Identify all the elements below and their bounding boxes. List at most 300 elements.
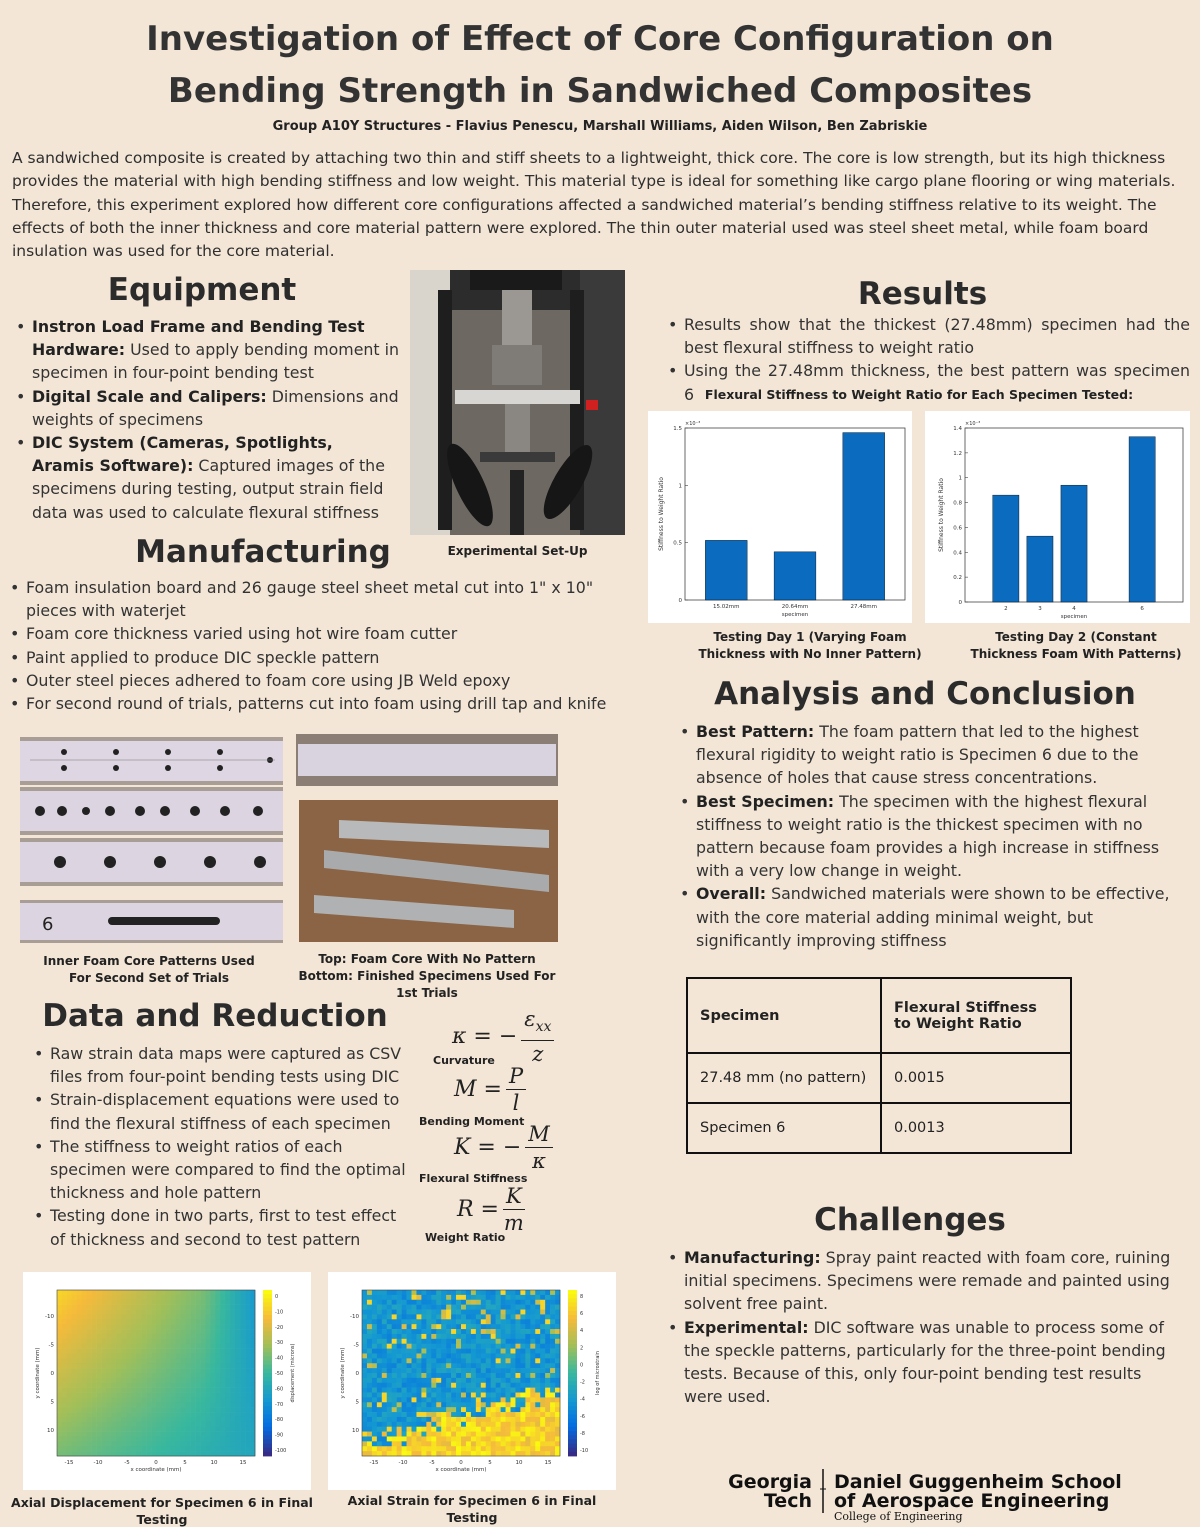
- heatmap-cell: [136, 1290, 141, 1295]
- heatmap-cell: [230, 1397, 235, 1402]
- heatmap-cell: [446, 1432, 451, 1437]
- heatmap-cell: [102, 1402, 107, 1407]
- colorbar-segment: [263, 1406, 272, 1411]
- y-tick-label: 1: [678, 483, 682, 490]
- heatmap-cell: [92, 1427, 97, 1432]
- heatmap-cell: [421, 1339, 426, 1344]
- heatmap-cell: [245, 1427, 250, 1432]
- heatmap-cell: [412, 1373, 417, 1378]
- heatmap-cell: [382, 1417, 387, 1422]
- heatmap-cell: [111, 1422, 116, 1427]
- heatmap-cell: [121, 1446, 126, 1451]
- heatmap-cell: [156, 1324, 161, 1329]
- heatmap-cell: [146, 1407, 151, 1412]
- heatmap-cell: [466, 1363, 471, 1368]
- heatmap-cell: [392, 1393, 397, 1398]
- heatmap-cell: [62, 1344, 67, 1349]
- heatmap-cell: [240, 1305, 245, 1310]
- heatmap-cell: [530, 1329, 535, 1334]
- heatmap-cell: [87, 1378, 92, 1383]
- colorbar-segment: [263, 1352, 272, 1357]
- heatmap-cell: [191, 1441, 196, 1446]
- heatmap-cell: [230, 1393, 235, 1398]
- heatmap-cell: [72, 1339, 77, 1344]
- heatmap-cell: [156, 1393, 161, 1398]
- y-tick-label: -5: [48, 1342, 54, 1349]
- heatmap-cell: [392, 1290, 397, 1295]
- heatmap-cell: [191, 1295, 196, 1300]
- heatmap-cell: [220, 1393, 225, 1398]
- heatmap-cell: [446, 1305, 451, 1310]
- heatmap-cell: [535, 1310, 540, 1315]
- heatmap-cell: [141, 1373, 146, 1378]
- heatmap-cell: [540, 1388, 545, 1393]
- heatmap-cell: [446, 1427, 451, 1432]
- results-heading: Results: [857, 276, 988, 312]
- heatmap-cell: [57, 1422, 62, 1427]
- heatmap-cell: [67, 1412, 72, 1417]
- heatmap-cell: [186, 1441, 191, 1446]
- heatmap-cell: [196, 1324, 201, 1329]
- heatmap-cell: [461, 1368, 466, 1373]
- heatmap-cell: [501, 1310, 506, 1315]
- heatmap-cell: [511, 1388, 516, 1393]
- heatmap-cell: [171, 1393, 176, 1398]
- heatmap-cell: [540, 1300, 545, 1305]
- y-tick-label: 1: [958, 475, 962, 482]
- heatmap-cell: [171, 1310, 176, 1315]
- heatmap-cell: [230, 1329, 235, 1334]
- heatmap-cell: [196, 1368, 201, 1373]
- heatmap-cell: [215, 1305, 220, 1310]
- heatmap-cell: [426, 1324, 431, 1329]
- heatmap-cell: [486, 1329, 491, 1334]
- heatmap-cell: [486, 1344, 491, 1349]
- heatmap-cell: [372, 1358, 377, 1363]
- heatmap-cell: [501, 1329, 506, 1334]
- heatmap-cell: [121, 1417, 126, 1422]
- heatmap-cell: [555, 1353, 560, 1358]
- heatmap-cell: [392, 1339, 397, 1344]
- heatmap-cell: [466, 1397, 471, 1402]
- heatmap-cell: [121, 1436, 126, 1441]
- heatmap-cell: [146, 1436, 151, 1441]
- heatmap-cell: [520, 1441, 525, 1446]
- heatmap-cell: [506, 1412, 511, 1417]
- heatmap-cell: [446, 1339, 451, 1344]
- heatmap-cell: [451, 1422, 456, 1427]
- heatmap-cell: [146, 1334, 151, 1339]
- heatmap-cell: [511, 1383, 516, 1388]
- heatmap-cell: [111, 1349, 116, 1354]
- heatmap-cell: [116, 1334, 121, 1339]
- colorbar-tick-label: 4: [580, 1328, 584, 1335]
- heatmap-cell: [466, 1446, 471, 1451]
- heatmap-cell: [171, 1383, 176, 1388]
- heatmap-cell: [382, 1402, 387, 1407]
- heatmap-cell: [181, 1368, 186, 1373]
- heatmap-cell: [107, 1417, 112, 1422]
- heatmap-cell: [491, 1334, 496, 1339]
- heatmap-cell: [191, 1436, 196, 1441]
- heatmap-cell: [501, 1334, 506, 1339]
- heatmap-cell: [141, 1432, 146, 1437]
- heatmap-cell: [107, 1353, 112, 1358]
- heatmap-cell: [191, 1422, 196, 1427]
- heatmap-cell: [225, 1388, 230, 1393]
- heatmap-cell: [486, 1300, 491, 1305]
- heatmap-cell: [92, 1436, 97, 1441]
- heatmap-cell: [451, 1446, 456, 1451]
- colorbar-tick-label: 0: [580, 1362, 584, 1369]
- heatmap-cell: [176, 1417, 181, 1422]
- heatmap-cell: [240, 1412, 245, 1417]
- heatmap-cell: [97, 1436, 102, 1441]
- heatmap-cell: [116, 1358, 121, 1363]
- heatmap-cell: [367, 1319, 372, 1324]
- heatmap-cell: [530, 1358, 535, 1363]
- heatmap-cell: [181, 1417, 186, 1422]
- multiplier-label: ×10⁻³: [965, 421, 981, 427]
- heatmap-cell: [126, 1290, 131, 1295]
- manufacturing-heading: Manufacturing: [135, 534, 391, 570]
- heatmap-cell: [166, 1446, 171, 1451]
- heatmap-cell: [225, 1432, 230, 1437]
- heatmap-cell: [506, 1441, 511, 1446]
- heatmap-cell: [235, 1407, 240, 1412]
- heatmap-cell: [151, 1388, 156, 1393]
- heatmap-cell: [87, 1295, 92, 1300]
- heatmap-cell: [496, 1363, 501, 1368]
- heatmap-cell: [186, 1446, 191, 1451]
- heatmap-cell: [520, 1412, 525, 1417]
- heatmap-cell: [407, 1422, 412, 1427]
- heatmap-cell: [511, 1344, 516, 1349]
- heatmap-cell: [402, 1422, 407, 1427]
- heatmap-cell: [511, 1427, 516, 1432]
- heatmap-cell: [387, 1373, 392, 1378]
- heatmap-cell: [156, 1363, 161, 1368]
- heatmap-cell: [82, 1436, 87, 1441]
- heatmap-cell: [476, 1319, 481, 1324]
- heatmap-cell: [392, 1295, 397, 1300]
- heatmap-cell: [126, 1363, 131, 1368]
- heatmap-cell: [515, 1427, 520, 1432]
- heatmap-cell: [535, 1427, 540, 1432]
- heatmap-cell: [111, 1436, 116, 1441]
- heatmap-cell: [471, 1432, 476, 1437]
- heatmap-cell: [136, 1417, 141, 1422]
- heatmap-cell: [220, 1363, 225, 1368]
- x-tick-label: 20.64mm: [781, 604, 809, 610]
- heatmap-cell: [201, 1339, 206, 1344]
- heatmap-cell: [387, 1329, 392, 1334]
- heatmap-cell: [116, 1407, 121, 1412]
- heatmap-cell: [525, 1358, 530, 1363]
- heatmap-cell: [535, 1407, 540, 1412]
- heatmap-cell: [545, 1329, 550, 1334]
- heatmap-cell: [392, 1441, 397, 1446]
- heatmap-cell: [431, 1334, 436, 1339]
- heatmap-cell: [387, 1324, 392, 1329]
- heatmap-cell: [446, 1310, 451, 1315]
- heatmap-cell: [451, 1383, 456, 1388]
- heatmap-cell: [421, 1397, 426, 1402]
- heatmap-cell: [210, 1363, 215, 1368]
- heatmap-cell: [372, 1368, 377, 1373]
- heatmap-cell: [412, 1363, 417, 1368]
- heatmap-cell: [456, 1344, 461, 1349]
- colorbar-segment: [568, 1369, 577, 1374]
- heatmap-cell: [387, 1397, 392, 1402]
- heatmap-cell: [550, 1334, 555, 1339]
- heatmap-cell: [72, 1446, 77, 1451]
- heatmap-cell: [116, 1373, 121, 1378]
- heatmap-cell: [506, 1417, 511, 1422]
- colorbar-tick-label: -100: [275, 1448, 287, 1454]
- heatmap-cell: [57, 1451, 62, 1456]
- heatmap-cell: [520, 1310, 525, 1315]
- heatmap-cell: [471, 1353, 476, 1358]
- heatmap-cell: [161, 1388, 166, 1393]
- heatmap-cell: [111, 1412, 116, 1417]
- heatmap-cell: [97, 1383, 102, 1388]
- heatmap-cell: [392, 1412, 397, 1417]
- heatmap-cell: [456, 1305, 461, 1310]
- heatmap-cell: [67, 1305, 72, 1310]
- heatmap-cell: [545, 1422, 550, 1427]
- heatmap-cell: [555, 1373, 560, 1378]
- heatmap-cell: [116, 1295, 121, 1300]
- heatmap-cell: [191, 1363, 196, 1368]
- heatmap-cell: [166, 1441, 171, 1446]
- heatmap-cell: [126, 1451, 131, 1456]
- heatmap-cell: [397, 1324, 402, 1329]
- heatmap-cell: [87, 1339, 92, 1344]
- heatmap-cell: [481, 1344, 486, 1349]
- heatmap-cell: [102, 1334, 107, 1339]
- heatmap-cell: [250, 1300, 255, 1305]
- heatmap-cell: [245, 1451, 250, 1456]
- heatmap-cell: [496, 1393, 501, 1398]
- heatmap-cell: [451, 1402, 456, 1407]
- heatmap-cell: [87, 1363, 92, 1368]
- heatmap-cell: [151, 1358, 156, 1363]
- heatmap-cell: [136, 1363, 141, 1368]
- heatmap-cell: [486, 1393, 491, 1398]
- heatmap-cell: [545, 1349, 550, 1354]
- heatmap-cell: [82, 1310, 87, 1315]
- heatmap-cell: [456, 1397, 461, 1402]
- heatmap-cell: [397, 1329, 402, 1334]
- heatmap-cell: [131, 1388, 136, 1393]
- heatmap-cell: [535, 1295, 540, 1300]
- heatmap-cell: [397, 1378, 402, 1383]
- heatmap-cell: [141, 1388, 146, 1393]
- heatmap-cell: [225, 1324, 230, 1329]
- heatmap-cell: [426, 1397, 431, 1402]
- heatmap-cell: [441, 1451, 446, 1456]
- colorbar-segment: [263, 1315, 272, 1320]
- heatmap-cell: [506, 1300, 511, 1305]
- heatmap-cell: [151, 1314, 156, 1319]
- heatmap-cell: [387, 1388, 392, 1393]
- heatmap-cell: [530, 1393, 535, 1398]
- heatmap-cell: [201, 1378, 206, 1383]
- heatmap-cell: [540, 1383, 545, 1388]
- heatmap-cell: [466, 1358, 471, 1363]
- heatmap-cell: [466, 1432, 471, 1437]
- heatmap-cell: [107, 1290, 112, 1295]
- heatmap-cell: [82, 1339, 87, 1344]
- colorbar-segment: [263, 1452, 272, 1457]
- heatmap-cell: [191, 1417, 196, 1422]
- heatmap-cell: [520, 1436, 525, 1441]
- heatmap-cell: [540, 1310, 545, 1315]
- heatmap-cell: [436, 1344, 441, 1349]
- heatmap-cell: [362, 1314, 367, 1319]
- heatmap-cell: [171, 1358, 176, 1363]
- heatmap-cell: [107, 1358, 112, 1363]
- heatmap-cell: [540, 1363, 545, 1368]
- heatmap-cell: [506, 1427, 511, 1432]
- heatmap-cell: [530, 1334, 535, 1339]
- heatmap-cell: [146, 1402, 151, 1407]
- heatmap-cell: [72, 1363, 77, 1368]
- heatmap-cell: [146, 1388, 151, 1393]
- heatmap-cell: [461, 1397, 466, 1402]
- heatmap-cell: [481, 1427, 486, 1432]
- heatmap-cell: [196, 1314, 201, 1319]
- heatmap-cell: [525, 1300, 530, 1305]
- heatmap-cell: [87, 1373, 92, 1378]
- heatmap-cell: [171, 1427, 176, 1432]
- heatmap-cell: [421, 1417, 426, 1422]
- colorbar-segment: [263, 1344, 272, 1349]
- colorbar-tick-label: -50: [275, 1371, 284, 1377]
- heatmap-cell: [555, 1422, 560, 1427]
- heatmap-cell: [215, 1319, 220, 1324]
- heatmap-cell: [491, 1427, 496, 1432]
- heatmap-cell: [102, 1290, 107, 1295]
- heatmap-cell: [245, 1368, 250, 1373]
- heatmap-cell: [116, 1427, 121, 1432]
- heatmap-cell: [72, 1368, 77, 1373]
- challenges-heading: Challenges: [814, 1202, 1006, 1238]
- heatmap-cell: [372, 1407, 377, 1412]
- heatmap-cell: [446, 1451, 451, 1456]
- heatmap-cell: [87, 1432, 92, 1437]
- heatmap-cell: [235, 1412, 240, 1417]
- heatmap-cell: [520, 1451, 525, 1456]
- heatmap-cell: [181, 1422, 186, 1427]
- heatmap-cell: [171, 1436, 176, 1441]
- heatmap-cell: [402, 1436, 407, 1441]
- heatmap-cell: [431, 1388, 436, 1393]
- heatmap-cell: [535, 1393, 540, 1398]
- heatmap-cell: [121, 1363, 126, 1368]
- heatmap-cell: [87, 1349, 92, 1354]
- heatmap-cell: [87, 1305, 92, 1310]
- heatmap-cell: [240, 1373, 245, 1378]
- heatmap-cell: [441, 1422, 446, 1427]
- heatmap-cell: [181, 1290, 186, 1295]
- heatmap-cell: [210, 1417, 215, 1422]
- heatmap-cell: [97, 1388, 102, 1393]
- heatmap-cell: [151, 1368, 156, 1373]
- heatmap-cell: [491, 1441, 496, 1446]
- heatmap-cell: [481, 1324, 486, 1329]
- heatmap-cell: [57, 1417, 62, 1422]
- heatmap-cell: [201, 1300, 206, 1305]
- heatmap-cell: [72, 1334, 77, 1339]
- heatmap-cell: [210, 1393, 215, 1398]
- heatmap-cell: [166, 1339, 171, 1344]
- heatmap-cell: [240, 1290, 245, 1295]
- heatmap-cell: [240, 1363, 245, 1368]
- heatmap-cell: [372, 1290, 377, 1295]
- heatmap-cell: [215, 1363, 220, 1368]
- heatmap-cell: [220, 1451, 225, 1456]
- heatmap-cell: [451, 1451, 456, 1456]
- heatmap-cell: [250, 1319, 255, 1324]
- heatmap-cell: [136, 1422, 141, 1427]
- heatmap-cell: [235, 1402, 240, 1407]
- heatmap-cell: [82, 1397, 87, 1402]
- heatmap-cell: [530, 1422, 535, 1427]
- heatmap-cell: [82, 1358, 87, 1363]
- heatmap-cell: [377, 1422, 382, 1427]
- y-tick-label: 0.8: [953, 500, 962, 507]
- heatmap-cell: [161, 1363, 166, 1368]
- heatmap-cell: [136, 1393, 141, 1398]
- heatmap-cell: [540, 1412, 545, 1417]
- heatmap-cell: [87, 1368, 92, 1373]
- heatmap-cell: [126, 1422, 131, 1427]
- heatmap-cell: [530, 1407, 535, 1412]
- colorbar-segment: [263, 1319, 272, 1324]
- heatmap-cell: [466, 1441, 471, 1446]
- heatmap-cell: [181, 1436, 186, 1441]
- heatmap-cell: [191, 1412, 196, 1417]
- heatmap-cell: [235, 1334, 240, 1339]
- heatmap-cell: [535, 1441, 540, 1446]
- heatmap-cell: [116, 1378, 121, 1383]
- heatmap-cell: [362, 1446, 367, 1451]
- heatmap-cell: [146, 1446, 151, 1451]
- heatmap-cell: [501, 1397, 506, 1402]
- heatmap-cell: [111, 1417, 116, 1422]
- heatmap-cell: [431, 1436, 436, 1441]
- heatmap-cell: [506, 1358, 511, 1363]
- heatmap-cell: [501, 1378, 506, 1383]
- heatmap-cell: [387, 1349, 392, 1354]
- heatmap-cell: [245, 1402, 250, 1407]
- heatmap-cell: [496, 1397, 501, 1402]
- heatmap-cell: [107, 1393, 112, 1398]
- heatmap-cell: [471, 1349, 476, 1354]
- heatmap-cell: [496, 1334, 501, 1339]
- heatmap-cell: [161, 1305, 166, 1310]
- heatmap-cell: [431, 1314, 436, 1319]
- y-tick-label: -5: [353, 1342, 359, 1349]
- heatmap-cell: [72, 1310, 77, 1315]
- heatmap-cell: [225, 1393, 230, 1398]
- heatmap-cell: [206, 1290, 211, 1295]
- heatmap-cell: [525, 1349, 530, 1354]
- heatmap-cell: [421, 1310, 426, 1315]
- heatmap-cell: [210, 1373, 215, 1378]
